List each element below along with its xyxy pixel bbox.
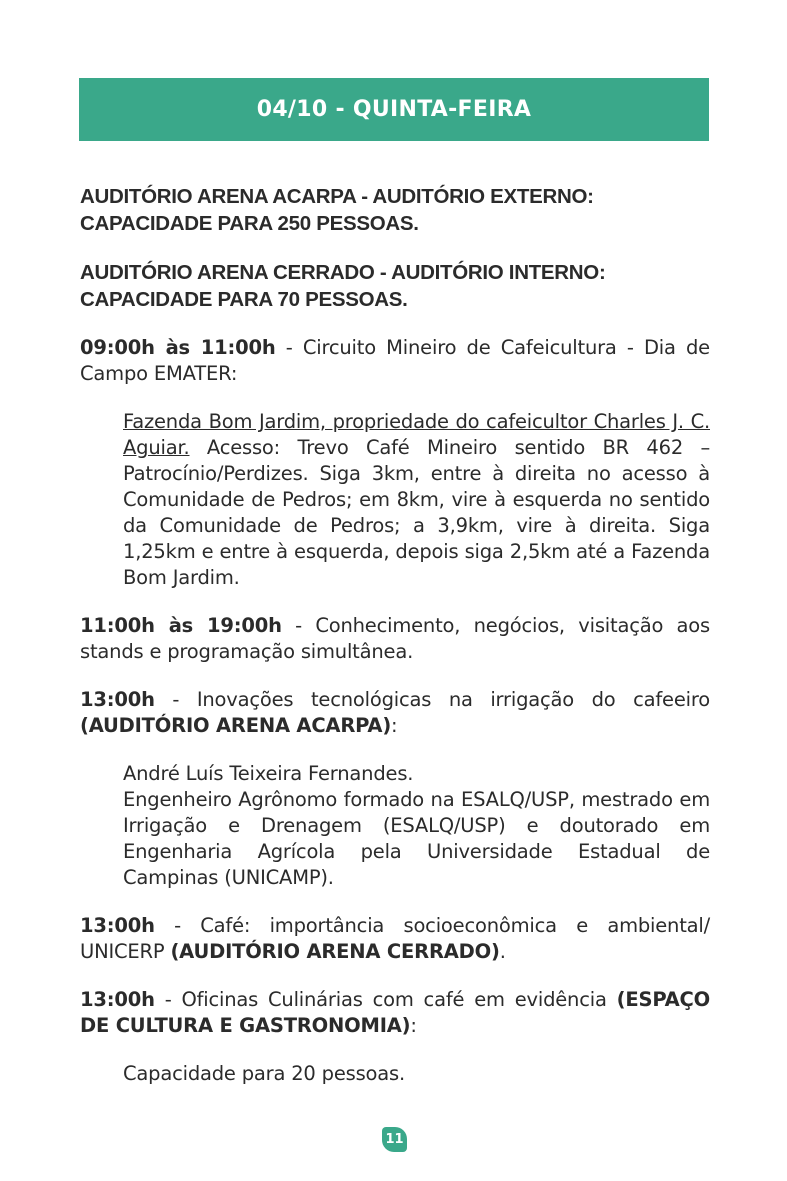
- entry-text: - Circuito Mineiro de Cafeicultura - Dia de Campo EMATER:: [80, 336, 710, 385]
- venue-info: [80, 183, 710, 237]
- venue-name: AUDITÓRIO ARENA ACARPA - AUDITÓRIO EXTERNO:: [80, 185, 594, 208]
- entry-suffix: :: [391, 714, 398, 737]
- directions-text: Acesso: Trevo Café Mineiro sentido BR 462 – Patrocínio/Perdizes. Siga 3km, entre à direita no acesso à Comunidade de Pedros; em 8km, vire à esquerda no sentido da Comunidade de Pedros; a 3,9km, vire à direita. Siga 1,25km e entre à esquerda, depois siga 2,5km até a Fazenda Bom Jardim.: [123, 436, 710, 589]
- venue-name: AUDITÓRIO ARENA CERRADO - AUDITÓRIO INTERNO:: [80, 261, 606, 284]
- entry-time: 13:00h: [80, 688, 155, 711]
- venue-capacity: CAPACIDADE PARA 250 PESSOAS.: [80, 212, 419, 235]
- entry-note: [123, 1061, 710, 1087]
- entry-text: - Inovações tecnológicas na irrigação do cafeeiro: [154, 688, 710, 711]
- schedule-content: [80, 183, 710, 1109]
- day-header: [79, 78, 709, 141]
- entry-suffix: .: [499, 940, 506, 963]
- entry-venue: (AUDITÓRIO ARENA CERRADO): [170, 940, 500, 963]
- entry-text: - Conhecimento, negócios, visitação aos stands e programação simultânea.: [80, 614, 710, 663]
- speaker-bio: Engenheiro Agrônomo formado na ESALQ/USP, mestrado em Irrigação e Drenagem (ESALQ/USP) e doutorado em Engenharia Agrícola pela Universidade Estadual de Campinas (UNICAMP).: [123, 788, 710, 889]
- venue-capacity: CAPACIDADE PARA 70 PESSOAS.: [80, 288, 408, 311]
- entry-venue: (AUDITÓRIO ARENA ACARPA): [80, 714, 392, 737]
- entry-time: 09:00h às 11:00h: [80, 336, 276, 359]
- venue-info: [80, 259, 710, 313]
- capacity-note: Capacidade para 20 pessoas.: [123, 1062, 405, 1085]
- page-number-badge: [382, 1127, 407, 1152]
- entry-detail: [123, 409, 710, 591]
- entry-text: - Oficinas Culinárias com café em evidência: [154, 988, 617, 1011]
- speaker-name: André Luís Teixeira Fernandes.: [123, 762, 414, 785]
- entry-time: 11:00h às 19:00h: [80, 614, 282, 637]
- schedule-entry: [80, 987, 710, 1039]
- entry-text: - Café: importância socioeconômica e ambiental/ UNICERP: [80, 914, 710, 963]
- entry-time: 13:00h: [80, 914, 155, 937]
- day-title: 04/10 - QUINTA-FEIRA: [256, 97, 532, 122]
- schedule-entry: [80, 913, 710, 965]
- speaker-info: [123, 761, 710, 891]
- schedule-entry: [80, 335, 710, 387]
- page-number: 11: [385, 1132, 404, 1147]
- schedule-entry: [80, 613, 710, 665]
- entry-time: 13:00h: [80, 988, 155, 1011]
- farm-name: Fazenda Bom Jardim, propriedade do cafeicultor Charles J. C. Aguiar.: [123, 410, 710, 459]
- entry-venue: (ESPAÇO DE CULTURA E GASTRONOMIA): [80, 988, 710, 1037]
- entry-suffix: :: [410, 1014, 417, 1037]
- schedule-entry: [80, 687, 710, 739]
